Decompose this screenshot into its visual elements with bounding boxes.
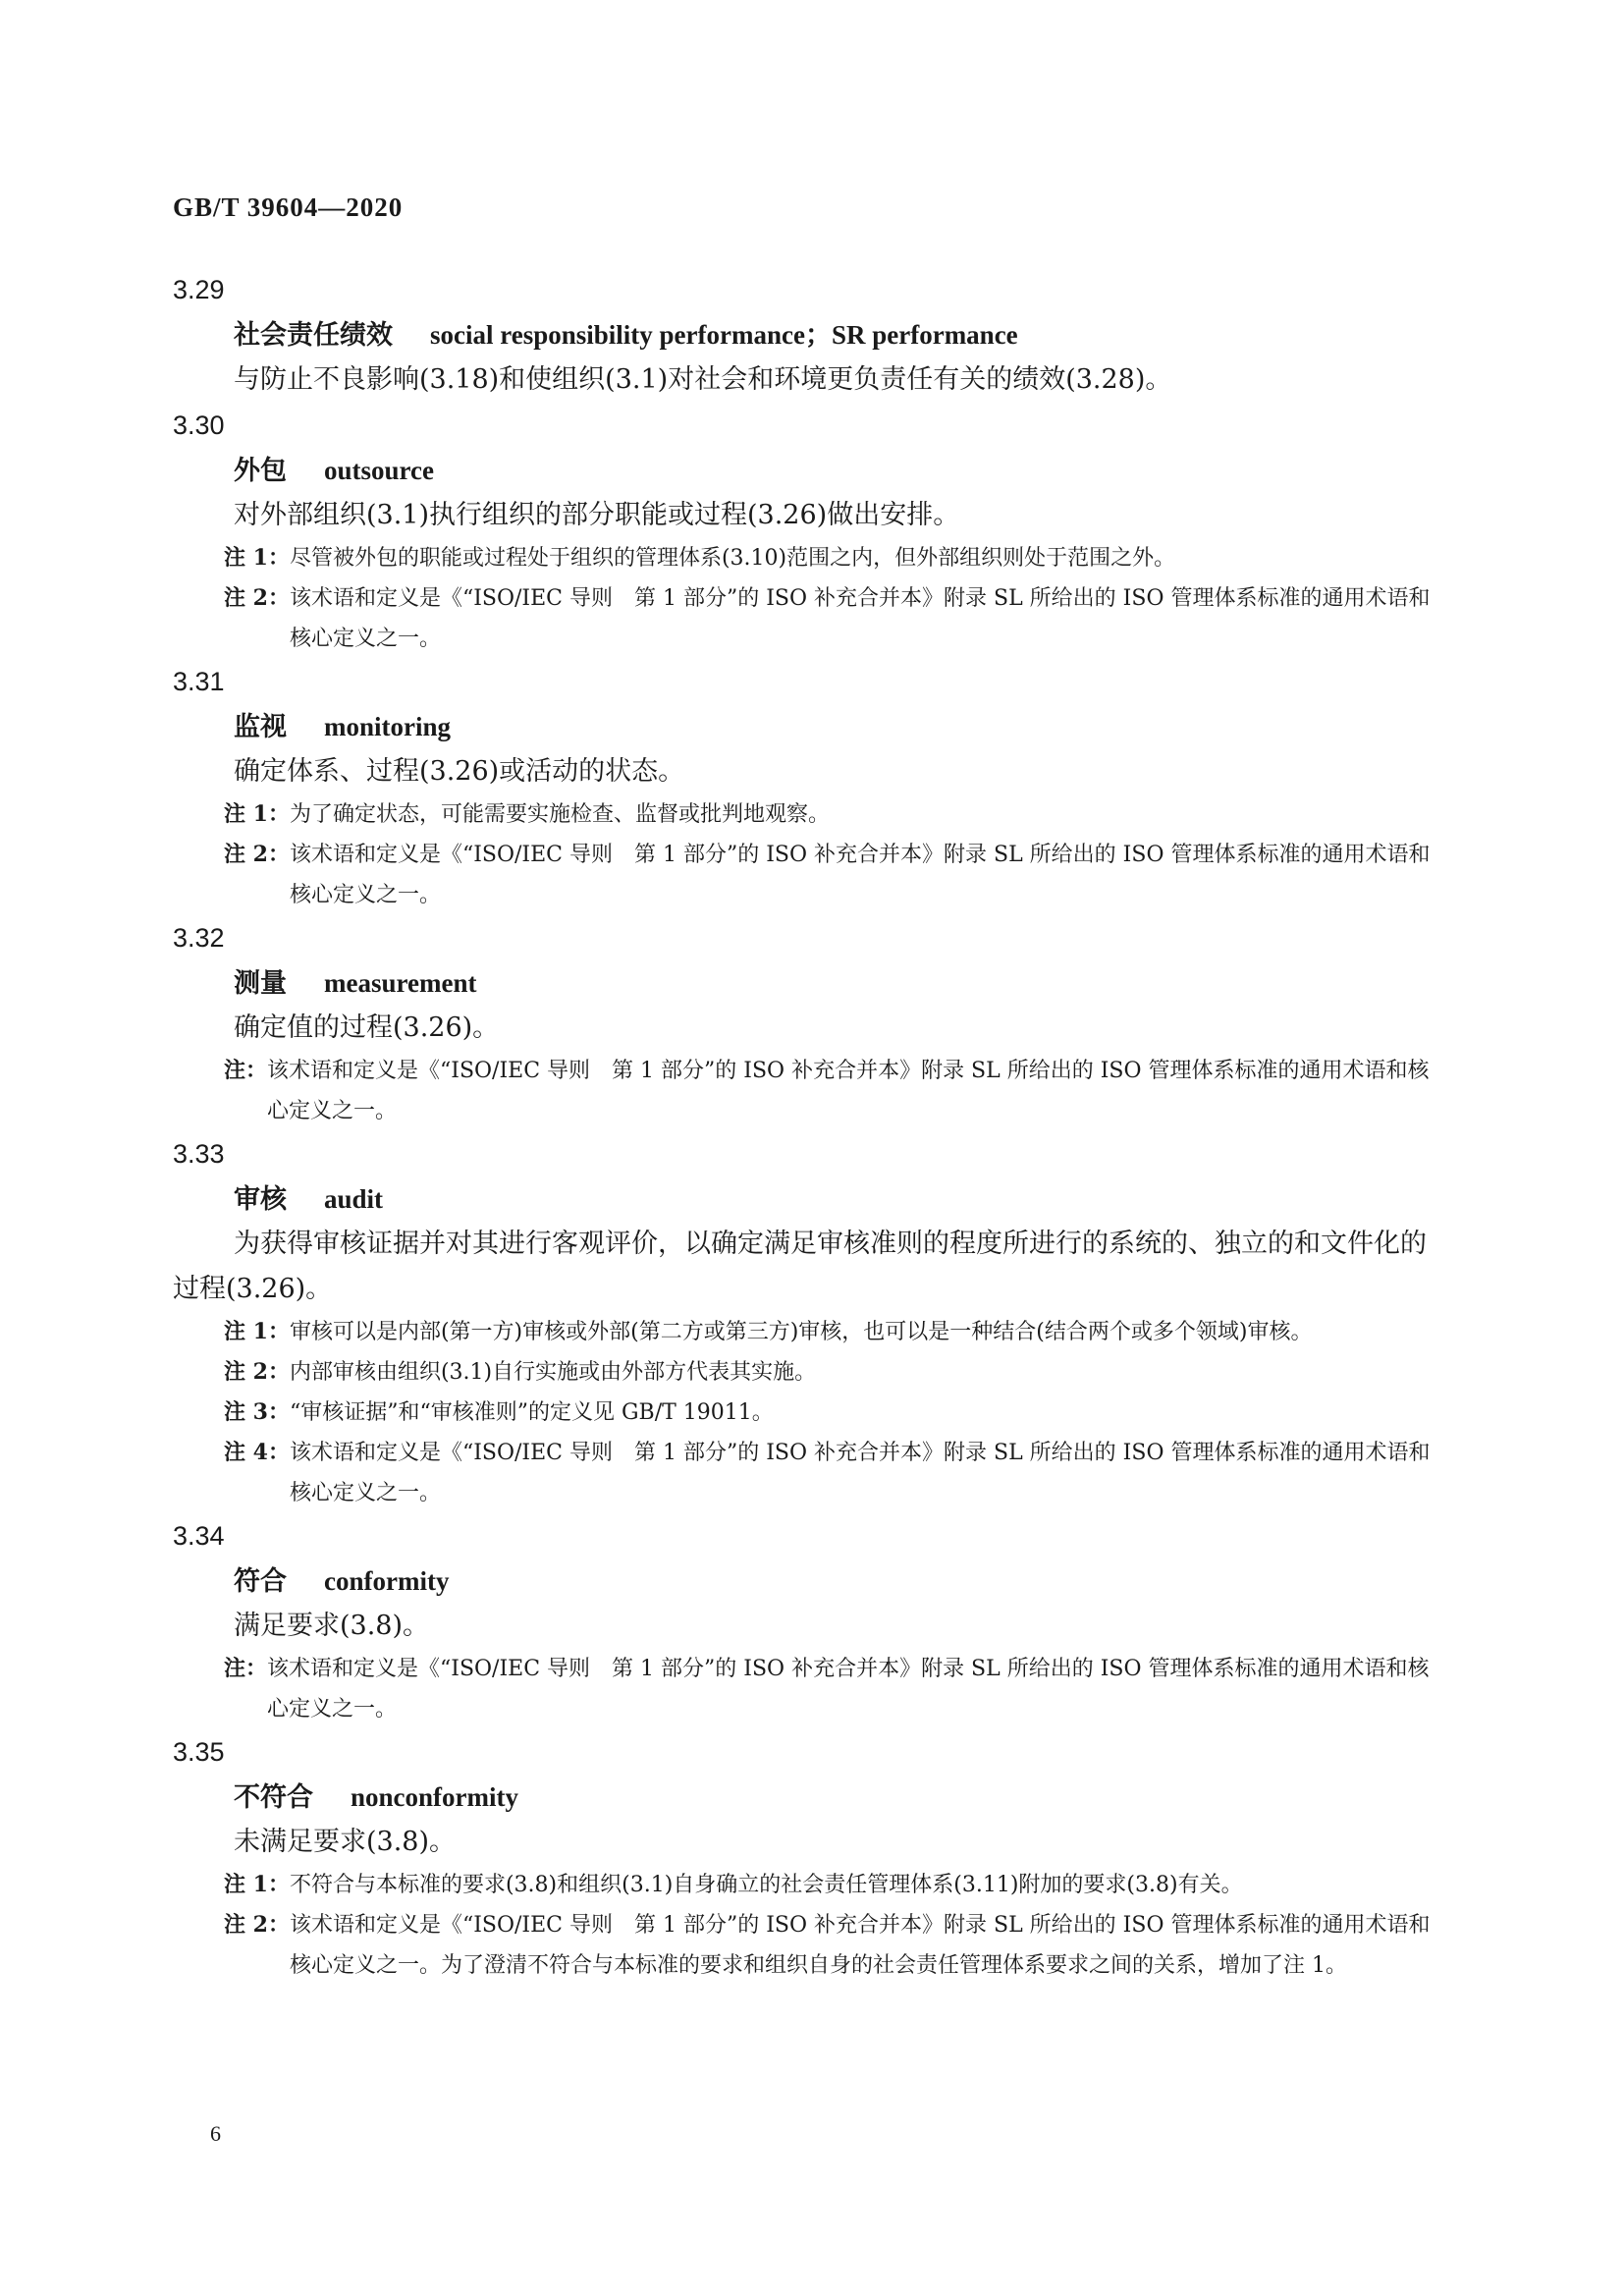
term-number: 3.30 (173, 410, 225, 440)
note-label: 注 1： (224, 545, 290, 571)
note-text: 该术语和定义是《“ISO/IEC 导则 第 1 部分”的 ISO 补充合并本》附录 SL 所给出的 ISO 管理体系标准的通用术语和核心定义之一。 (267, 1059, 1430, 1123)
term-entry (173, 1513, 1449, 1729)
term-number: 3.33 (173, 1139, 225, 1169)
term-entry (173, 659, 1449, 915)
note-text: 该术语和定义是《“ISO/IEC 导则 第 1 部分”的 ISO 补充合并本》附录 SL 所给出的 ISO 管理体系标准的通用术语和核心定义之一。为了澄清不符合与本标准的要求和组织自身的社会责任管理体系要求之间的关系，增加了注 1。 (289, 1913, 1431, 1978)
term-definition: 与防止不良影响(3.18)和使组织(3.1)对社会和环境更负责任有关的绩效(3.28)。 (234, 364, 1172, 395)
term-definition: 确定值的过程(3.26)。 (234, 1012, 500, 1043)
note-label: 注 1： (224, 801, 290, 827)
note-text: 尽管被外包的职能或过程处于组织的管理体系(3.10)范围之内，但外部组织则处于范围之外。 (289, 546, 1176, 571)
term-note (224, 1433, 1449, 1513)
term-english: monitoring (324, 712, 452, 741)
note-label: 注 2： (224, 1359, 290, 1385)
note-text: 内部审核由组织(3.1)自行实施或由外部方代表其实施。 (289, 1360, 817, 1385)
term-heading (234, 1775, 1449, 1820)
note-label: 注： (224, 1656, 268, 1681)
term-note (224, 794, 1449, 835)
note-text: 为了确定状态，可能需要实施检查、监督或批判地观察。 (289, 802, 830, 827)
term-definition: 确定体系、过程(3.26)或活动的状态。 (234, 756, 685, 787)
term-english: social responsibility performance；SR performance (430, 320, 1018, 350)
page-number: 6 (210, 2121, 221, 2146)
term-note (224, 1051, 1449, 1131)
document-code: GB/T 39604—2020 (173, 192, 404, 222)
term-entry (173, 1131, 1449, 1513)
term-english: outsource (324, 456, 434, 485)
note-text: 该术语和定义是《“ISO/IEC 导则 第 1 部分”的 ISO 补充合并本》附录 SL 所给出的 ISO 管理体系标准的通用术语和核心定义之一。 (289, 1441, 1431, 1505)
term-entries (173, 267, 1449, 1986)
term-definition: 为获得审核证据并对其进行客观评价，以确定满足审核准则的程度所进行的系统的、独立的和文件化的过程(3.26)。 (173, 1229, 1427, 1304)
term-chinese: 监视 (234, 712, 287, 742)
term-english: nonconformity (351, 1782, 518, 1812)
term-note (224, 578, 1449, 659)
term-note (224, 1649, 1449, 1729)
note-label: 注 2： (224, 585, 290, 611)
note-label: 注 4： (224, 1440, 290, 1465)
term-english: conformity (324, 1566, 450, 1596)
term-note (224, 538, 1449, 578)
term-chinese: 测量 (234, 968, 287, 999)
note-text: 该术语和定义是《“ISO/IEC 导则 第 1 部分”的 ISO 补充合并本》附录 SL 所给出的 ISO 管理体系标准的通用术语和核心定义之一。 (289, 586, 1431, 651)
term-number: 3.31 (173, 667, 225, 696)
term-note (224, 1905, 1449, 1986)
note-label: 注 2： (224, 842, 290, 867)
term-number: 3.29 (173, 275, 225, 304)
note-text: 不符合与本标准的要求(3.8)和组织(3.1)自身确立的社会责任管理体系(3.11)附加的要求(3.8)有关。 (289, 1873, 1243, 1897)
term-heading (234, 1176, 1449, 1222)
term-note (224, 1352, 1449, 1393)
note-label: 注 1： (224, 1872, 290, 1897)
note-text: 该术语和定义是《“ISO/IEC 导则 第 1 部分”的 ISO 补充合并本》附录 SL 所给出的 ISO 管理体系标准的通用术语和核心定义之一。 (267, 1657, 1430, 1722)
term-heading (234, 704, 1449, 749)
term-heading (234, 312, 1449, 357)
term-definition: 满足要求(3.8)。 (234, 1611, 430, 1641)
term-heading (234, 960, 1449, 1006)
term-note (224, 1393, 1449, 1433)
term-heading (234, 448, 1449, 493)
note-text: 审核可以是内部(第一方)审核或外部(第二方或第三方)审核，也可以是一种结合(结合两个或多个领域)审核。 (289, 1320, 1313, 1344)
note-text: 该术语和定义是《“ISO/IEC 导则 第 1 部分”的 ISO 补充合并本》附录 SL 所给出的 ISO 管理体系标准的通用术语和核心定义之一。 (289, 843, 1431, 907)
term-english: measurement (324, 968, 477, 998)
term-heading (234, 1558, 1449, 1604)
note-label: 注： (224, 1058, 268, 1083)
term-chinese: 社会责任绩效 (234, 320, 393, 351)
term-number: 3.32 (173, 923, 225, 953)
term-chinese: 不符合 (234, 1782, 313, 1813)
term-english: audit (324, 1184, 384, 1214)
term-entry (173, 267, 1449, 403)
term-note (224, 1865, 1449, 1905)
term-note (224, 835, 1449, 915)
note-text: “审核证据”和“审核准则”的定义见 GB/T 19011。 (289, 1400, 774, 1425)
term-entry (173, 915, 1449, 1131)
note-label: 注 1： (224, 1319, 290, 1344)
term-number: 3.35 (173, 1737, 225, 1767)
term-note (224, 1312, 1449, 1352)
term-entry (173, 1729, 1449, 1986)
term-definition: 对外部组织(3.1)执行组织的部分职能或过程(3.26)做出安排。 (234, 500, 960, 530)
term-definition: 未满足要求(3.8)。 (234, 1827, 457, 1857)
note-label: 注 2： (224, 1912, 290, 1938)
term-chinese: 审核 (234, 1184, 287, 1215)
term-entry (173, 403, 1449, 659)
term-number: 3.34 (173, 1521, 225, 1551)
term-chinese: 符合 (234, 1566, 287, 1597)
term-chinese: 外包 (234, 456, 287, 486)
note-label: 注 3： (224, 1399, 290, 1425)
